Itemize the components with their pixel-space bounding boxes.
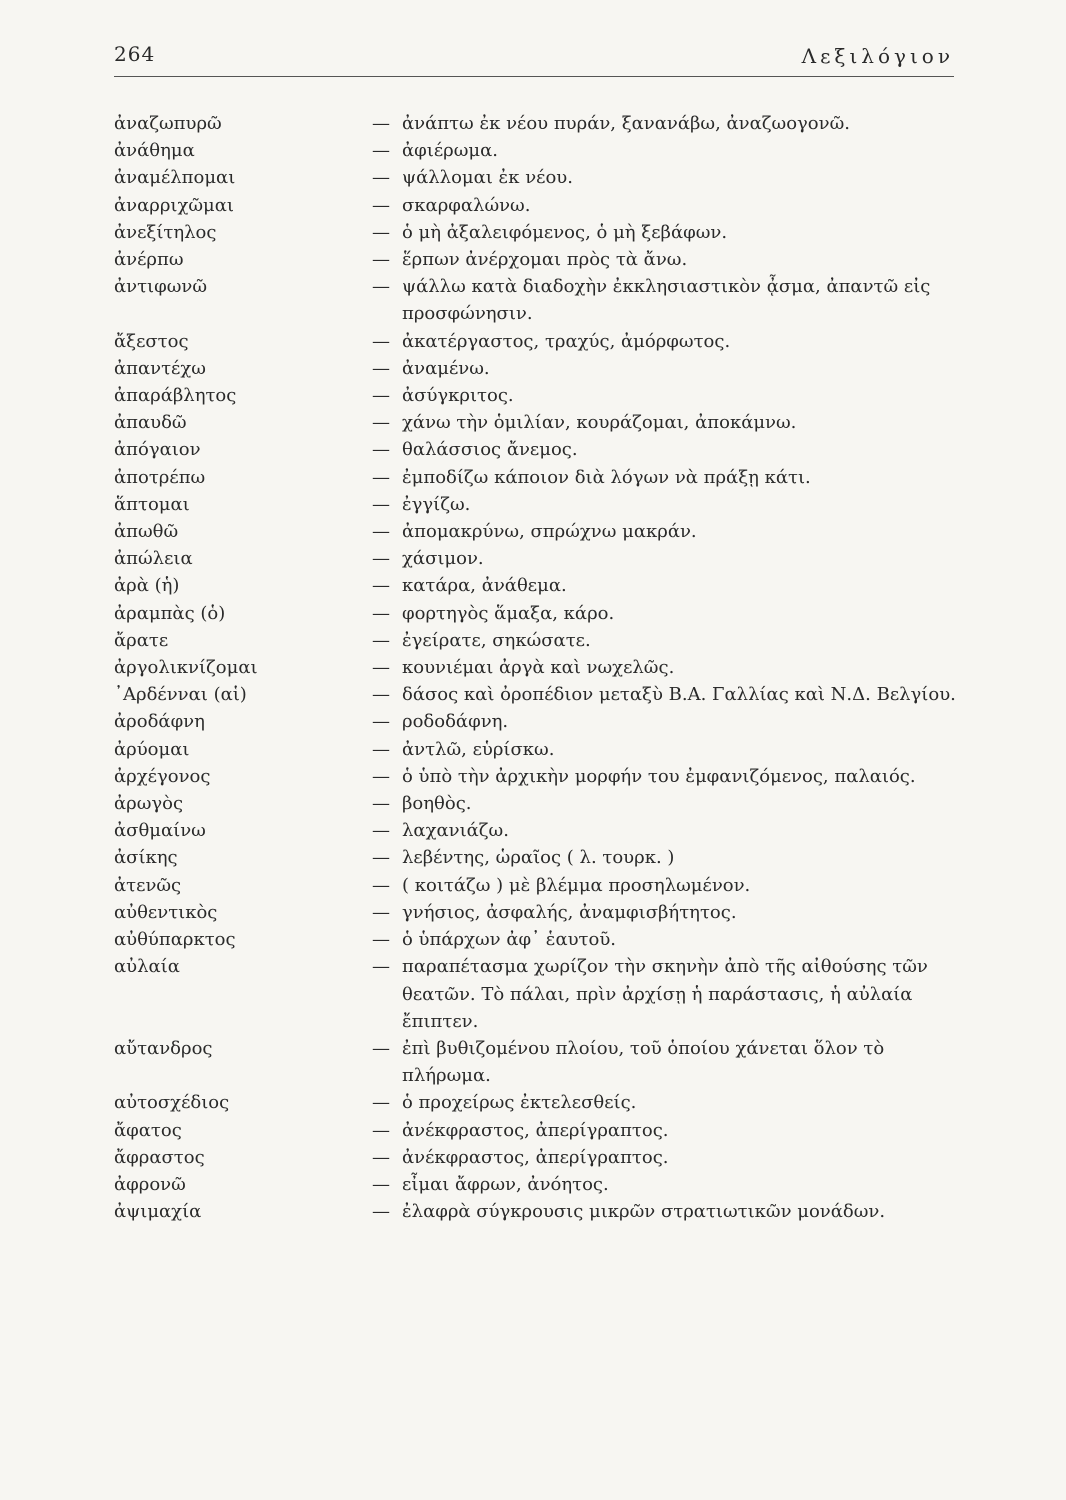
entry-dash: — [372,194,390,216]
entry-term: ἀπόγαιον [114,439,201,461]
entry-dash: — [372,847,390,869]
glossary-entry [114,1171,964,1198]
entry-dash: — [372,765,390,787]
entry-term: ἀροδάφνη [114,711,205,733]
entry-term: ἀρχέγονος [114,765,211,787]
entry-term: ἀπώλεια [114,548,193,570]
entry-term: ἀφρονῶ [114,1173,186,1195]
entry-definition: ἀνάπτω ἐκ νέου πυράν, ξανανάβω, ἀναζωογονῶ. [402,113,850,134]
entry-definition: ἀκατέργαστος, τραχύς, ἀμόρφωτος. [402,330,731,352]
glossary-entry [114,953,964,1035]
entry-definition: ὁ ὑπὸ τὴν ἀρχικὴν μορφήν του ἐμφανιζόμενος, παλαιός. [402,765,916,787]
entry-term: ἀπαράβλητος [114,385,237,407]
entry-dash: — [372,249,390,271]
entry-term: αὐθύπαρκτος [114,929,236,951]
entry-definition: ἀσύγκριτος. [402,385,514,407]
glossary-entry [114,110,964,137]
entry-definition: χάσιμον. [402,548,484,570]
glossary-entry [114,545,964,572]
entry-definition: κουνιέμαι ἀργὰ καὶ νωχελῶς. [402,657,675,679]
glossary-list [114,110,964,1225]
entry-dash: — [372,1201,390,1223]
entry-dash: — [372,439,390,461]
page-number: 264 [114,42,156,66]
entry-definition: λαχανιάζω. [402,820,509,842]
entry-definition: ἀντλῶ, εὑρίσκω. [402,738,555,760]
header-rule [114,76,954,77]
entry-dash: — [372,466,390,488]
entry-term: ἀσθμαίνω [114,820,206,842]
glossary-entry [114,1035,964,1089]
entry-dash: — [372,167,390,189]
glossary-entry [114,246,964,273]
entry-dash: — [372,521,390,543]
entry-definition: γνήσιος, ἀσφαλής, ἀναμφισβήτητος. [402,901,737,923]
glossary-entry [114,355,964,382]
entry-definition: ὁ ὑπάρχων ἀφ᾿ ἑαυτοῦ. [402,929,617,951]
entry-dash: — [372,276,390,298]
entry-term: ἀναρριχῶμαι [114,194,234,216]
entry-dash: — [372,385,390,407]
glossary-entry [114,572,964,599]
glossary-entry [114,219,964,246]
entry-term: ἀσίκης [114,847,178,869]
entry-definition: παραπέτασμα χωρίζον τὴν σκηνὴν ἀπὸ τῆς αἰθούσης τῶν θεατῶν. Τὸ πάλαι, πρὶν ἀρχίσῃ ἡ παράστασις, ἡ αὐλαία ἔπιπτεν. [402,956,928,1032]
entry-dash: — [372,684,390,706]
entry-term: αὐθεντικὸς [114,901,218,923]
glossary-entry [114,328,964,355]
entry-dash: — [372,711,390,733]
entry-dash: — [372,493,390,515]
entry-dash: — [372,412,390,434]
glossary-entry [114,872,964,899]
entry-dash: — [372,1173,390,1195]
glossary-entry [114,192,964,219]
entry-dash: — [372,221,390,243]
glossary-entry [114,844,964,871]
entry-term: ἀποτρέπω [114,466,206,488]
running-head: Λεξιλόγιον [801,44,954,68]
entry-term: ἄξεστος [114,330,189,352]
entry-term: ἀπαντέχω [114,357,206,379]
entry-term: ἄφατος [114,1119,182,1141]
entry-dash: — [372,1037,390,1059]
entry-definition: ψάλλω κατὰ διαδοχὴν ἐκκλησιαστικὸν ᾆσμα, ἀπαντῶ εἰς προσφώνησιν. [402,276,931,325]
entry-definition: ὁ προχείρως ἐκτελεσθείς. [402,1092,637,1114]
glossary-entry [114,736,964,763]
entry-dash: — [372,575,390,597]
entry-dash: — [372,793,390,815]
entry-term: αὔτανδρος [114,1037,213,1059]
glossary-entry [114,627,964,654]
entry-term: ἀραμπὰς (ὁ) [114,602,226,624]
glossary-entry [114,926,964,953]
glossary-entry [114,164,964,191]
glossary-entry [114,382,964,409]
glossary-entry [114,1117,964,1144]
entry-definition: ἀνέκφραστος, ἀπερίγραπτος. [402,1146,669,1168]
entry-term: ἀπαυδῶ [114,412,187,434]
entry-dash: — [372,874,390,896]
entry-term: ἀνάθημα [114,140,195,162]
entry-definition: ἕρπων ἀνέρχομαι πρὸς τὰ ἄνω. [402,249,688,271]
entry-term: ἀναζωπυρῶ [114,113,222,134]
entry-definition: φορτηγὸς ἅμαξα, κάρο. [402,602,615,624]
glossary-entry [114,1089,964,1116]
glossary-entry [114,273,964,327]
entry-dash: — [372,357,390,379]
entry-term: ἀψιμαχία [114,1201,202,1223]
glossary-entry [114,763,964,790]
entry-definition: βοηθὸς. [402,793,472,815]
entry-definition: εἶμαι ἄφρων, ἀνόητος. [402,1173,609,1195]
entry-definition: ἀναμένω. [402,357,490,379]
glossary-entry [114,654,964,681]
entry-definition: θαλάσσιος ἄνεμος. [402,439,578,461]
entry-dash: — [372,629,390,651]
entry-dash: — [372,929,390,951]
entry-definition: ἀφιέρωμα. [402,140,498,162]
entry-dash: — [372,956,390,978]
entry-definition: ἀπομακρύνω, σπρώχνω μακράν. [402,521,697,543]
entry-definition: ( κοιτάζω ) μὲ βλέμμα προσηλωμένον. [402,874,751,896]
glossary-entry [114,1198,964,1225]
entry-definition: ψάλλομαι ἐκ νέου. [402,167,573,189]
entry-term: ᾿Αρδένναι (αἱ) [114,684,247,706]
glossary-entry [114,600,964,627]
entry-term: ἀργολικνίζομαι [114,657,258,679]
entry-definition: δάσος καὶ ὀροπέδιον μεταξὺ Β.Α. Γαλλίας καὶ Ν.Δ. Βελγίου. [402,684,956,706]
entry-term: ἀρωγὸς [114,793,184,815]
glossary-entry [114,708,964,735]
entry-definition: ἀνέκφραστος, ἀπερίγραπτος. [402,1119,669,1141]
entry-dash: — [372,140,390,162]
glossary-entry [114,899,964,926]
glossary-entry [114,464,964,491]
entry-definition: λεβέντης, ὡραῖος ( λ. τουρκ. ) [402,847,675,869]
entry-dash: — [372,1092,390,1114]
entry-definition: ὁ μὴ ἀξαλειφόμενος, ὁ μὴ ξεβάφων. [402,221,728,243]
glossary-entry [114,436,964,463]
entry-definition: ἐπὶ βυθιζομένου πλοίου, τοῦ ὁποίου χάνεται ὅλον τὸ πλήρωμα. [402,1037,885,1087]
entry-dash: — [372,1119,390,1141]
entry-term: ἀπωθῶ [114,521,179,543]
entry-term: ἄφραστος [114,1146,205,1168]
entry-term: ἀναμέλπομαι [114,167,236,189]
entry-definition: ἐμποδίζω κάποιον διὰ λόγων νὰ πράξῃ κάτι. [402,466,811,488]
entry-term: ἀτενῶς [114,874,182,896]
entry-dash: — [372,602,390,624]
entry-dash: — [372,113,390,134]
entry-definition: ἐγείρατε, σηκώσατε. [402,629,591,651]
entry-dash: — [372,820,390,842]
entry-definition: σκαρφαλώνω. [402,194,531,216]
glossary-entry [114,1144,964,1171]
entry-definition: ἐλαφρὰ σύγκρουσις μικρῶν στρατιωτικῶν μονάδων. [402,1201,886,1223]
glossary-entry [114,817,964,844]
entry-dash: — [372,548,390,570]
entry-dash: — [372,738,390,760]
entry-term: αὐτοσχέδιος [114,1092,230,1114]
entry-dash: — [372,901,390,923]
glossary-entry [114,409,964,436]
entry-definition: κατάρα, ἀνάθεμα. [402,575,567,597]
entry-term: ἀντιφωνῶ [114,276,208,298]
glossary-entry [114,681,964,708]
entry-term: ἄρατε [114,629,169,651]
glossary-entry [114,790,964,817]
entry-term: ἀνέρπω [114,249,184,271]
glossary-entry [114,518,964,545]
entry-term: ἀνεξίτηλος [114,221,217,243]
entry-definition: ἐγγίζω. [402,493,471,515]
glossary-entry [114,137,964,164]
entry-term: ἅπτομαι [114,493,190,515]
entry-term: ἀρὰ (ἡ) [114,575,180,597]
entry-dash: — [372,330,390,352]
entry-dash: — [372,657,390,679]
entry-term: αὐλαία [114,956,180,978]
glossary-entry [114,491,964,518]
entry-term: ἀρύομαι [114,738,190,760]
entry-definition: χάνω τὴν ὁμιλίαν, κουράζομαι, ἀποκάμνω. [402,412,797,434]
entry-dash: — [372,1146,390,1168]
entry-definition: ροδοδάφνη. [402,711,509,733]
